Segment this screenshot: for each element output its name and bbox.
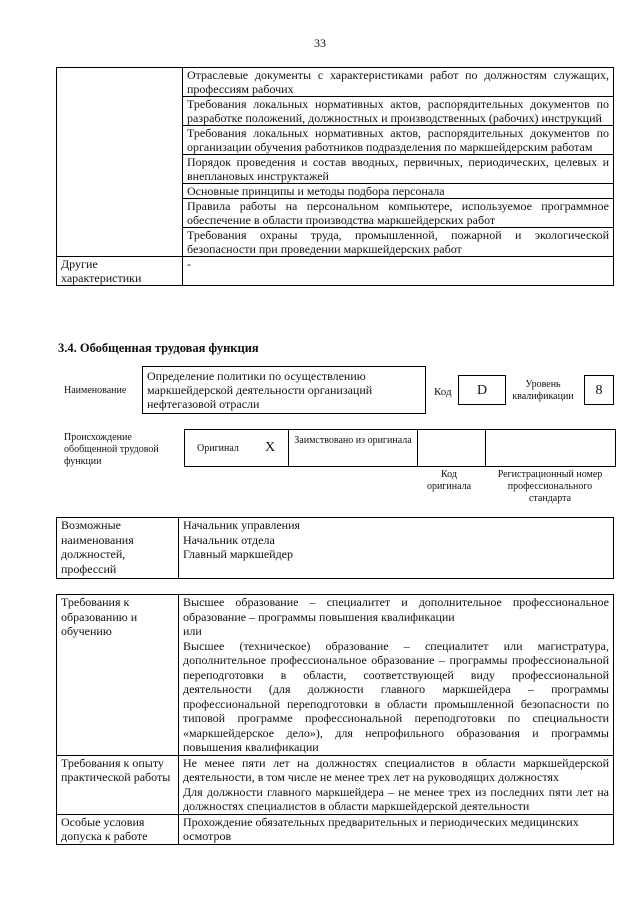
requirements-table	[56, 594, 614, 845]
knowledge-table	[56, 67, 614, 286]
table-row	[57, 518, 614, 579]
code-value: D	[458, 375, 506, 405]
table-row	[57, 814, 614, 844]
table-row	[57, 257, 614, 286]
education-label: Требования к образованию и обучению	[57, 595, 179, 756]
table-cell: Требования охраны труда, промышленной, пожарной и экологической безопасности при проведении маркшейдерских работ	[183, 228, 614, 257]
position-item: Начальник управления	[183, 518, 301, 532]
divider	[288, 430, 289, 466]
other-label: Другие характеристики	[57, 257, 183, 286]
experience-label: Требования к опыту практической работы	[57, 755, 179, 814]
positions-values	[179, 518, 614, 579]
admission-values	[179, 814, 614, 844]
requirement-line: Высшее образование – специалитет и дополнительное профессиональное образование – программы повышения квалификации	[183, 595, 609, 624]
empty-label-cell	[57, 68, 183, 257]
requirement-line: Высшее (техническое) образование – специалитет или магистратура, дополнительное профессиональное образование – программы профессиональной переподготовки в области, соответствующей виду профессиональной деятельности (для должности главного маркшейдера – программы профессиональной переподготовки в области промышленной безопасности по типовой программе профессиональной переподготовки по специальности «маркшейдерское дело»), для непрофильного образования и программы повышения квалификации	[183, 638, 609, 754]
code-caption: Код оригинала	[426, 469, 472, 492]
table-cell: Отраслевые документы с характеристиками работ по должностям служащих, профессиям рабочих	[183, 68, 614, 97]
table-row	[57, 755, 614, 814]
admission-label: Особые условия допуска к работе	[57, 814, 179, 844]
positions-label: Возможные наименования должностей, профессий	[57, 518, 179, 579]
level-value: 8	[584, 375, 614, 405]
table-cell: Порядок проведения и состав вводных, первичных, периодических, целевых и внеплановых инструктажей	[183, 155, 614, 184]
table-cell: Требования локальных нормативных актов, распорядительных документов по организации обучения работников подразделения по маркшейдерским работам	[183, 126, 614, 155]
reg-caption: Регистрационный номер профессионального стандарта	[497, 469, 603, 504]
code-label: Код	[434, 386, 452, 398]
divider	[485, 430, 486, 466]
name-label: Наименование	[64, 385, 127, 396]
requirement-line: Для должности главного маркшейдера – не менее трех из последних пяти лет на должностях специалистов в области маркшейдерской деятельности	[183, 784, 609, 813]
other-value: -	[183, 257, 614, 286]
table-cell: Требования локальных нормативных актов, распорядительных документов по разработке положений, должностных и производственных (рабочих) инструкций	[183, 97, 614, 126]
level-label: Уровень квалификации	[512, 379, 574, 402]
page-number: 33	[314, 36, 326, 50]
origin-box	[184, 429, 616, 467]
section-title: 3.4. Обобщенная трудовая функция	[58, 341, 259, 355]
original-label: Оригинал	[197, 443, 239, 454]
position-item: Главный маркшейдер	[183, 547, 294, 561]
borrowed-label: Заимствовано из оригинала	[294, 435, 412, 446]
table-row	[57, 595, 614, 756]
position-item: Начальник отдела	[183, 532, 275, 547]
original-mark: X	[265, 440, 276, 455]
requirement-line: Прохождение обязательных предварительных и периодических медицинских осмотров	[183, 814, 579, 843]
education-values	[179, 595, 614, 756]
table-cell: Основные принципы и методы подбора персонала	[183, 184, 614, 199]
requirement-line: Не менее пяти лет на должностях специалистов в области маркшейдерской деятельности, в том числе не менее трех лет на руководящих должностях	[183, 755, 609, 784]
origin-label: Происхождение обобщенной трудовой функции	[64, 432, 159, 467]
name-value: Определение политики по осуществлению маркшейдерской деятельности организаций нефтегазовой отрасли	[142, 366, 426, 414]
divider	[417, 430, 418, 466]
experience-values	[179, 755, 614, 814]
positions-table	[56, 517, 614, 579]
requirement-line: или	[183, 624, 202, 638]
table-row	[57, 68, 614, 97]
table-cell: Правила работы на персональном компьютере, используемое программное обеспечение в области производства маркшейдерских работ	[183, 199, 614, 228]
